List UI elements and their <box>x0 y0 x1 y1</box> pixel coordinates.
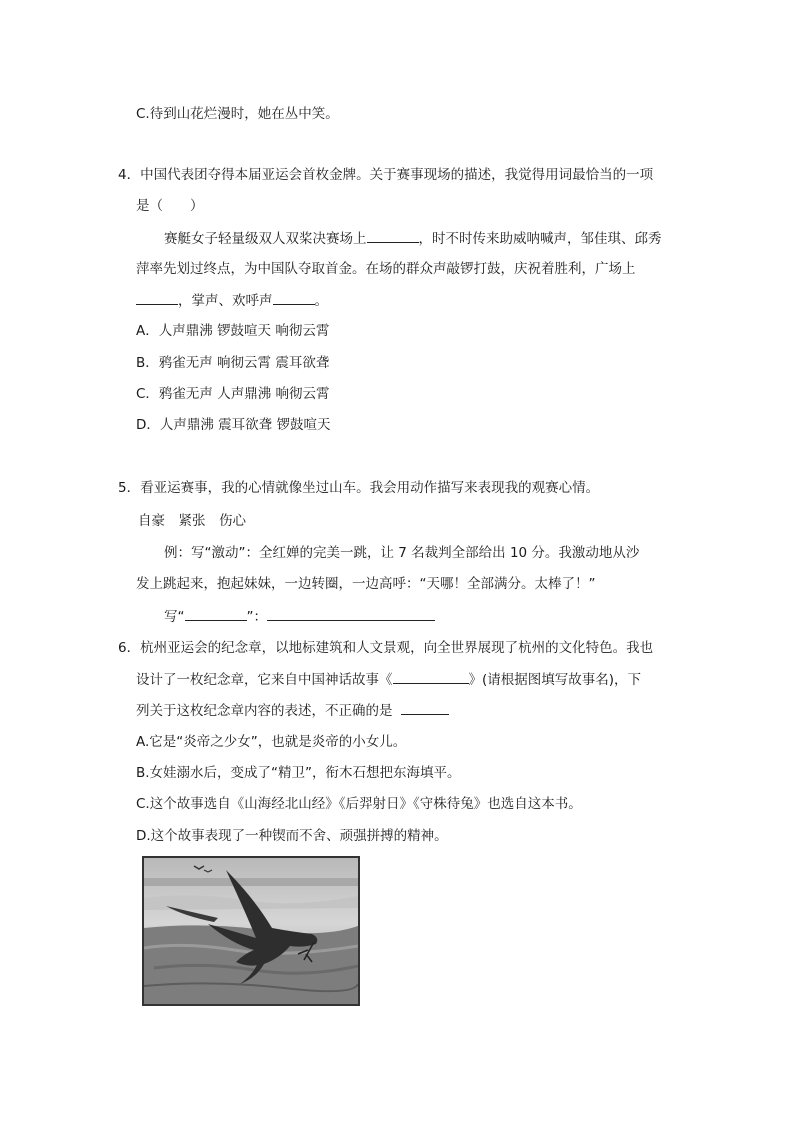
q4-blank-1[interactable] <box>367 228 419 243</box>
q6-line2-text: 》(请根据图填写故事名)，下 <box>468 672 642 688</box>
q4-passage-line2: 萍率先划过终点，为中国队夺取首金。在场的群众声敲锣打鼓，庆祝着胜利，广场上 <box>136 261 636 277</box>
q4-passage-line1 <box>164 228 662 249</box>
q4-stem-line1: 4．中国代表团夺得本届亚运会首枚金牌。关于赛事现场的描述，我觉得用词最恰当的一项 <box>118 167 654 183</box>
q6-blank-answer[interactable] <box>401 700 449 715</box>
q6-line3 <box>136 700 449 721</box>
q4-passage-text: ，掌声、欢呼声 <box>178 293 273 309</box>
q4-option-b: B．鸦雀无声 响彻云霄 震耳欲聋 <box>136 355 330 371</box>
q6-line3-text: 列关于这枚纪念章内容的表述，不正确的是 <box>136 703 393 719</box>
q5-example-line2: 发上跳起来，抱起妹妹，一边转圈，一边高呼：“天哪！全部满分。太棒了！” <box>136 576 596 592</box>
q4-passage-text: 赛艇女子轻量级双人双桨决赛场上 <box>164 231 367 247</box>
q6-option-c: C.这个故事选自《山海经北山经》《后羿射日》《守株待兔》也选自这本书。 <box>136 796 582 812</box>
q5-example-line1: 例：写“激动”：全红婵的完美一跳，让 7 名裁判全部给出 10 分。我激动地从沙 <box>164 545 640 561</box>
q6-option-b: B.女娃溺水后，变成了“精卫”，衔木石想把东海填平。 <box>136 765 461 781</box>
q4-option-c: C．鸦雀无声 人声鼎沸 响彻云霄 <box>136 386 330 402</box>
q6-option-a: A.它是“炎帝之少女”，也就是炎帝的小女儿。 <box>136 734 407 750</box>
q4-passage-line3 <box>136 290 328 311</box>
q6-option-d: D.这个故事表现了一种锲而不舍、顽强拼搏的精神。 <box>136 828 448 844</box>
q5-word-choices: 自豪 紧张 伤心 <box>138 513 246 529</box>
q6-line2 <box>136 669 641 690</box>
q5-write-prefix: 写“ <box>164 609 185 625</box>
q4-passage-text: ，时不时传来助威呐喊声，邹佳琪、邱秀 <box>418 231 662 247</box>
q6-line1: 6．杭州亚运会的纪念章，以地标建筑和人文景观，向全世界展现了杭州的文化特色。我也 <box>118 640 654 656</box>
q5-stem: 5．看亚运赛事，我的心情就像坐过山车。我会用动作描写来表现我的观赛心情。 <box>118 480 600 496</box>
q4-blank-3[interactable] <box>273 290 315 305</box>
jingwei-bird-illustration <box>142 856 360 1006</box>
q5-blank-answer[interactable] <box>267 606 435 621</box>
q6-line2-text: 设计了一枚纪念章，它来自中国神话故事《 <box>136 672 393 688</box>
q4-stem-line2: 是（ ） <box>136 198 204 214</box>
q4-passage-text: 。 <box>314 293 328 309</box>
q4-option-a: A．人声鼎沸 锣鼓喧天 响彻云霄 <box>136 323 330 339</box>
q4-blank-2[interactable] <box>136 290 178 305</box>
q5-blank-word[interactable] <box>185 606 247 621</box>
q6-blank-story-name[interactable] <box>393 669 469 684</box>
q5-write-suffix: ”： <box>246 609 267 625</box>
q4-option-d: D．人声鼎沸 震耳欲聋 锣鼓喧天 <box>136 417 331 433</box>
q5-write-line <box>164 606 435 627</box>
q3-option-c: C.待到山花烂漫时，她在丛中笑。 <box>136 106 339 122</box>
bird-over-sea-image <box>144 858 358 1004</box>
